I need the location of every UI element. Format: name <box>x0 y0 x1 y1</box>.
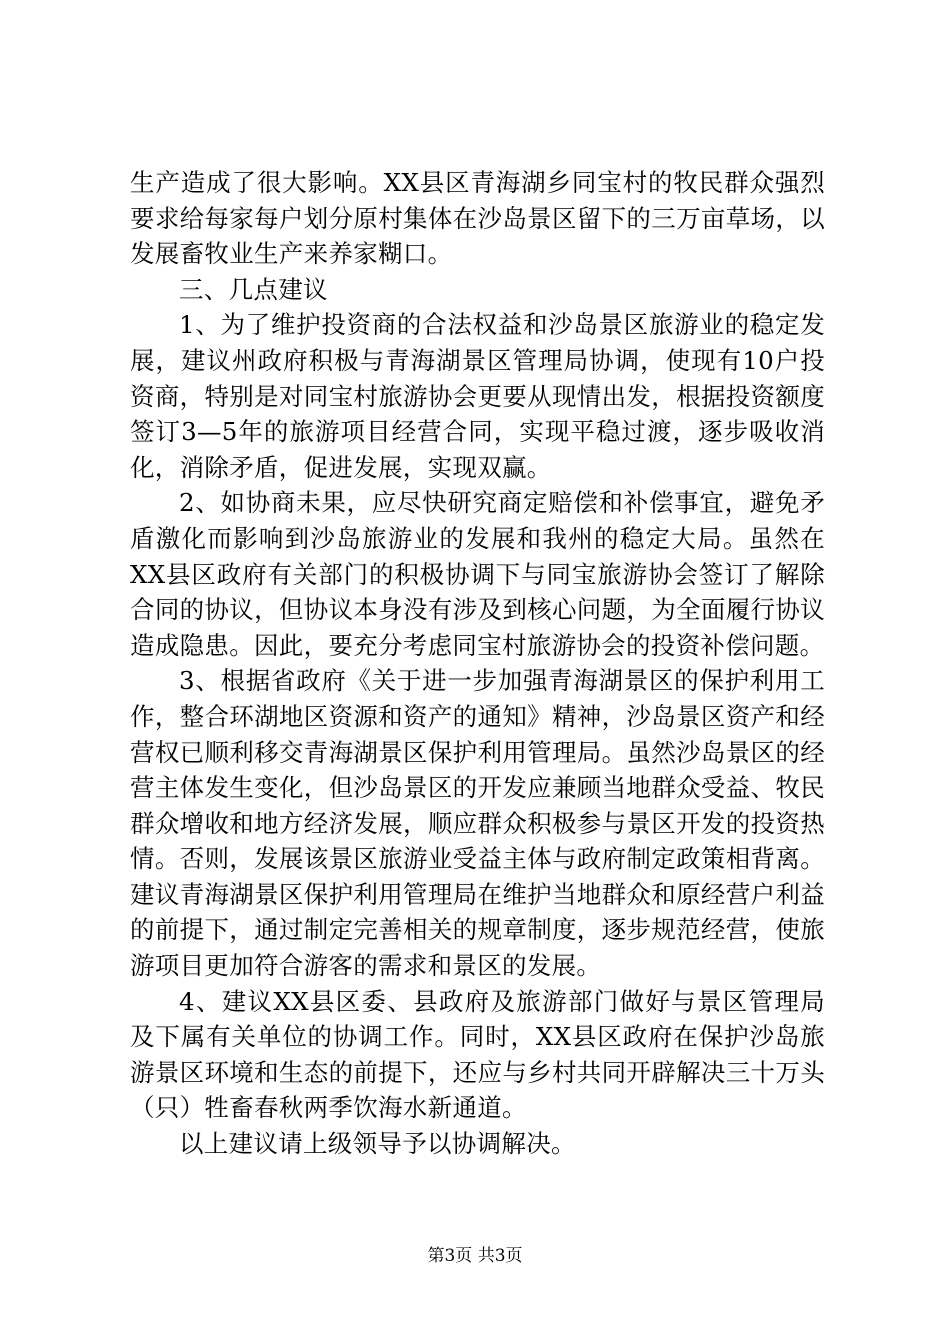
suggestion-4-paragraph: 4、建议XX县区委、县政府及旅游部门做好与景区管理局及下属有关单位的协调工作。同时，XX县区政府在保护沙岛旅游景区环境和生态的前提下，还应与乡村共同开辟解决三十万头（只）牲畜春秋两季饮海水新通道。 <box>130 986 825 1123</box>
document-body <box>130 165 825 1162</box>
suggestion-2-paragraph: 2、如协商未果，应尽快研究商定赔偿和补偿事宜，避免矛盾激化而影响到沙岛旅游业的发展和我州的稳定大局。虽然在XX县区政府有关部门的积极协调下与同宝旅游协会签订了解除合同的协议，但协议本身没有涉及到核心问题，为全面履行协议造成隐患。因此，要充分考虑同宝村旅游协会的投资补偿问题。 <box>130 488 825 660</box>
page-number-footer: 第3页 共3页 <box>427 1246 523 1266</box>
suggestion-1-paragraph: 1、为了维护投资商的合法权益和沙岛景区旅游业的稳定发展，建议州政府积极与青海湖景区管理局协调，使现有10户投资商，特别是对同宝村旅游协会更要从现情出发，根据投资额度签订3—5年的旅游项目经营合同，实现平稳过渡，逐步吸收消化，消除矛盾，促进发展，实现双赢。 <box>130 310 825 482</box>
section-heading: 三、几点建议 <box>179 274 328 304</box>
paragraph-continuation: 生产造成了很大影响。XX县区青海湖乡同宝村的牧民群众强烈要求给每家每户划分原村集体在沙岛景区留下的三万亩草场，以发展畜牧业生产来养家糊口。 <box>130 168 825 269</box>
suggestion-3-paragraph: 3、根据省政府《关于进一步加强青海湖景区的保护利用工作，整合环湖地区资源和资产的通知》精神，沙岛景区资产和经营权已顺利移交青海湖景区保护利用管理局。虽然沙岛景区的经营主体发生变化，但沙岛景区的开发应兼顾当地群众受益、牧民群众增收和地方经济发展，顺应群众积极参与景区开发的投资热情。否则，发展该景区旅游业受益主体与政府制定政策相背离。建议青海湖景区保护利用管理局在维护当地群众和原经营户利益的前提下，通过制定完善相关的规章制度，逐步规范经营，使旅游项目更加符合游客的需求和景区的发展。 <box>130 666 825 981</box>
closing-paragraph: 以上建议请上级领导予以协调解决。 <box>179 1129 576 1159</box>
